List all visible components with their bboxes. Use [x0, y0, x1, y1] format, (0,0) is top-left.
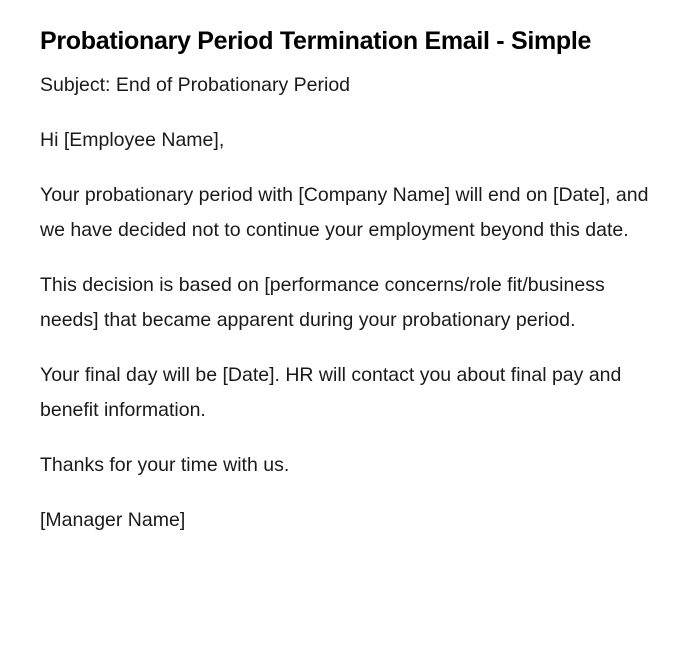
email-body-paragraph-2: This decision is based on [performance concerns/role fit/business needs] that became apparent during your probationary period.: [40, 274, 605, 331]
email-greeting: Hi [Employee Name],: [40, 129, 225, 151]
email-closing: Thanks for your time with us.: [40, 454, 290, 476]
email-signature: [Manager Name]: [40, 509, 186, 531]
document-title: Probationary Period Termination Email - Simple: [40, 27, 592, 55]
email-subject: Subject: End of Probationary Period: [40, 74, 351, 96]
email-body-paragraph-3: Your final day will be [Date]. HR will contact you about final pay and benefit information.: [40, 364, 622, 421]
email-body-paragraph-1: Your probationary period with [Company Name] will end on [Date], and we have decided not to continue your employment beyond this date.: [40, 184, 649, 241]
